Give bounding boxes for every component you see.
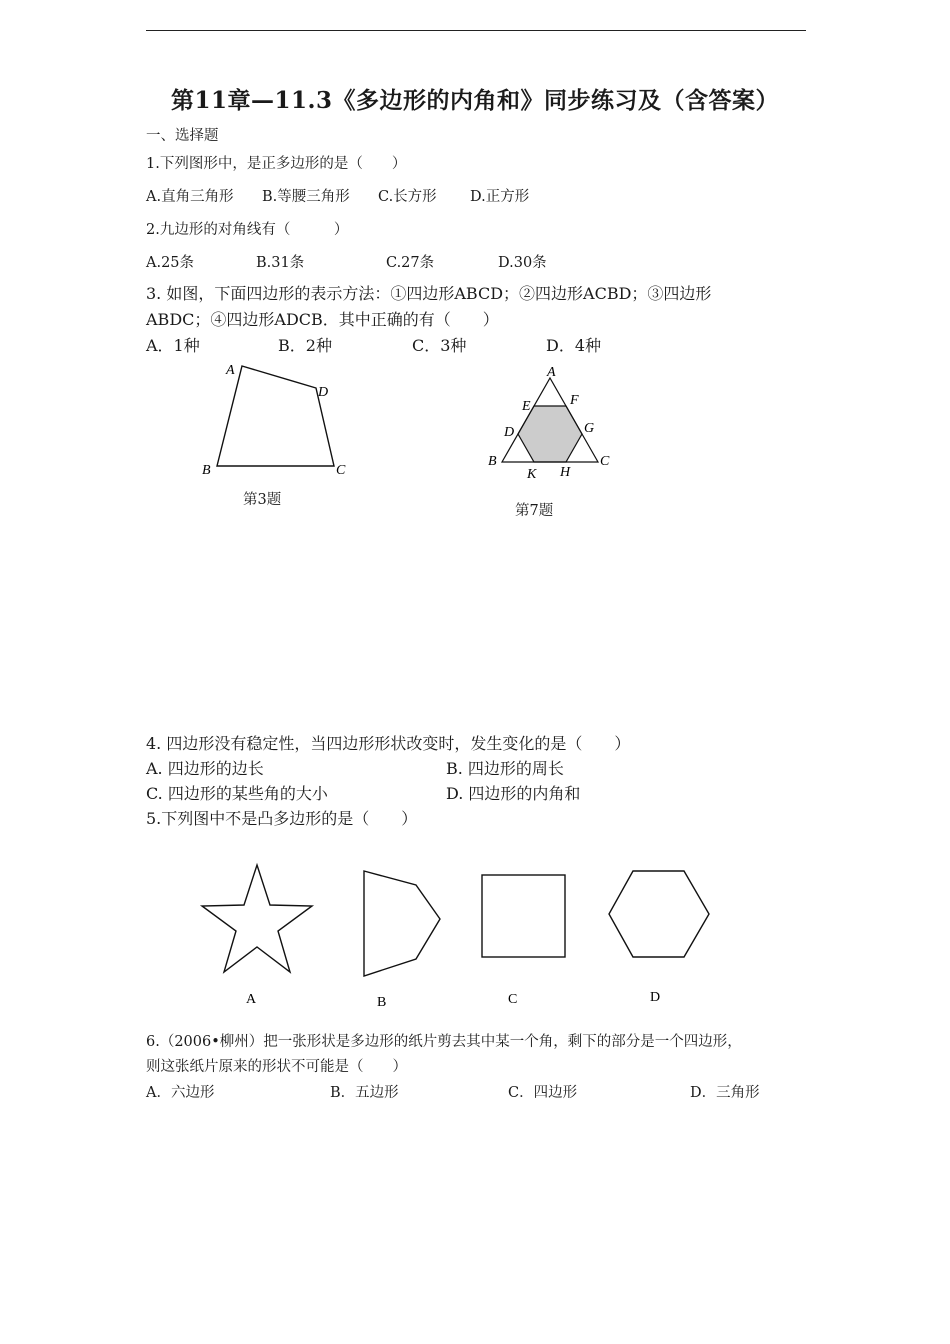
q5-label-c: C	[508, 992, 518, 1007]
page-title: 第11章—11.3《多边形的内角和》同步练习及（含答案）	[170, 87, 780, 114]
question-2: 2.九边形的对角线有（ ）	[146, 222, 349, 238]
fig7-label-c: C	[600, 454, 610, 469]
q5-label-a: A	[246, 992, 257, 1007]
question-6-line-2: 则这张纸片原来的形状不可能是（ ）	[146, 1059, 407, 1075]
q4-option-a: A. 四边形的边长	[146, 759, 264, 778]
figure-3-quadrilateral	[190, 350, 370, 490]
fig7-label-h: H	[560, 465, 571, 480]
section-heading: 一、选择题	[146, 128, 219, 144]
fig7-label-f: F	[570, 393, 579, 408]
q6-option-b: B．五边形	[330, 1085, 399, 1101]
question-5: 5.下列图中不是凸多边形的是（ ）	[146, 809, 418, 828]
question-1: 1.下列图形中，是正多边形的是（ ）	[146, 156, 407, 172]
hexagon-shape	[609, 871, 709, 957]
q4-option-b: B. 四边形的周长	[446, 759, 564, 778]
fig7-label-e: E	[522, 399, 531, 414]
q3-option-b: B．2种	[278, 336, 332, 355]
q2-option-b: B.31条	[256, 255, 305, 271]
fig7-label-g: G	[584, 421, 595, 436]
q2-option-c: C.27条	[386, 255, 435, 271]
figure-7-triangle-hexagon	[484, 362, 624, 487]
square-shape	[482, 875, 565, 957]
q3-option-c: C．3种	[412, 336, 467, 355]
q5-label-d: D	[650, 990, 661, 1005]
q3-option-d: D．4种	[546, 336, 602, 355]
figure-3-caption: 第3题	[243, 492, 282, 508]
fig7-label-k: K	[527, 467, 537, 482]
fig7-label-a: A	[547, 365, 556, 380]
star-shape	[202, 865, 312, 972]
q6-option-a: A．六边形	[146, 1085, 215, 1101]
fig3-label-c: C	[336, 463, 346, 478]
question-5-shapes	[190, 855, 730, 1020]
question-4: 4. 四边形没有稳定性，当四边形形状改变时，发生变化的是（ ）	[146, 734, 631, 753]
question-3-line-2: ABDC；④四边形ADCB．其中正确的有（ ）	[146, 310, 499, 329]
fig3-label-d: D	[318, 385, 329, 400]
question-3-line-1: 3. 如图，下面四边形的表示方法：①四边形ABCD；②四边形ACBD；③四边形	[146, 284, 712, 303]
q1-option-b: B.等腰三角形	[262, 189, 350, 205]
q3-option-a: A．1种	[146, 336, 200, 355]
pentagon-shape	[364, 871, 440, 976]
q6-option-d: D．三角形	[690, 1085, 760, 1101]
header-rule	[146, 30, 806, 31]
q1-option-c: C.长方形	[378, 189, 437, 205]
fig7-label-d: D	[504, 425, 515, 440]
q1-option-d: D.正方形	[470, 189, 530, 205]
fig3-label-a: A	[226, 363, 235, 378]
figure-7-caption: 第7题	[515, 503, 554, 519]
q6-option-c: C．四边形	[508, 1085, 578, 1101]
fig7-label-b: B	[488, 454, 497, 469]
q4-option-c: C. 四边形的某些角的大小	[146, 784, 328, 803]
fig3-label-b: B	[202, 463, 211, 478]
q1-option-a: A.直角三角形	[146, 189, 234, 205]
q4-option-d: D. 四边形的内角和	[446, 784, 581, 803]
q5-label-b: B	[377, 995, 387, 1010]
question-6-line-1: 6.（2006•柳州）把一张形状是多边形的纸片剪去其中某一个角，剩下的部分是一个四边形，	[146, 1034, 742, 1050]
q2-option-a: A.25条	[146, 255, 195, 271]
q2-option-d: D.30条	[498, 255, 547, 271]
